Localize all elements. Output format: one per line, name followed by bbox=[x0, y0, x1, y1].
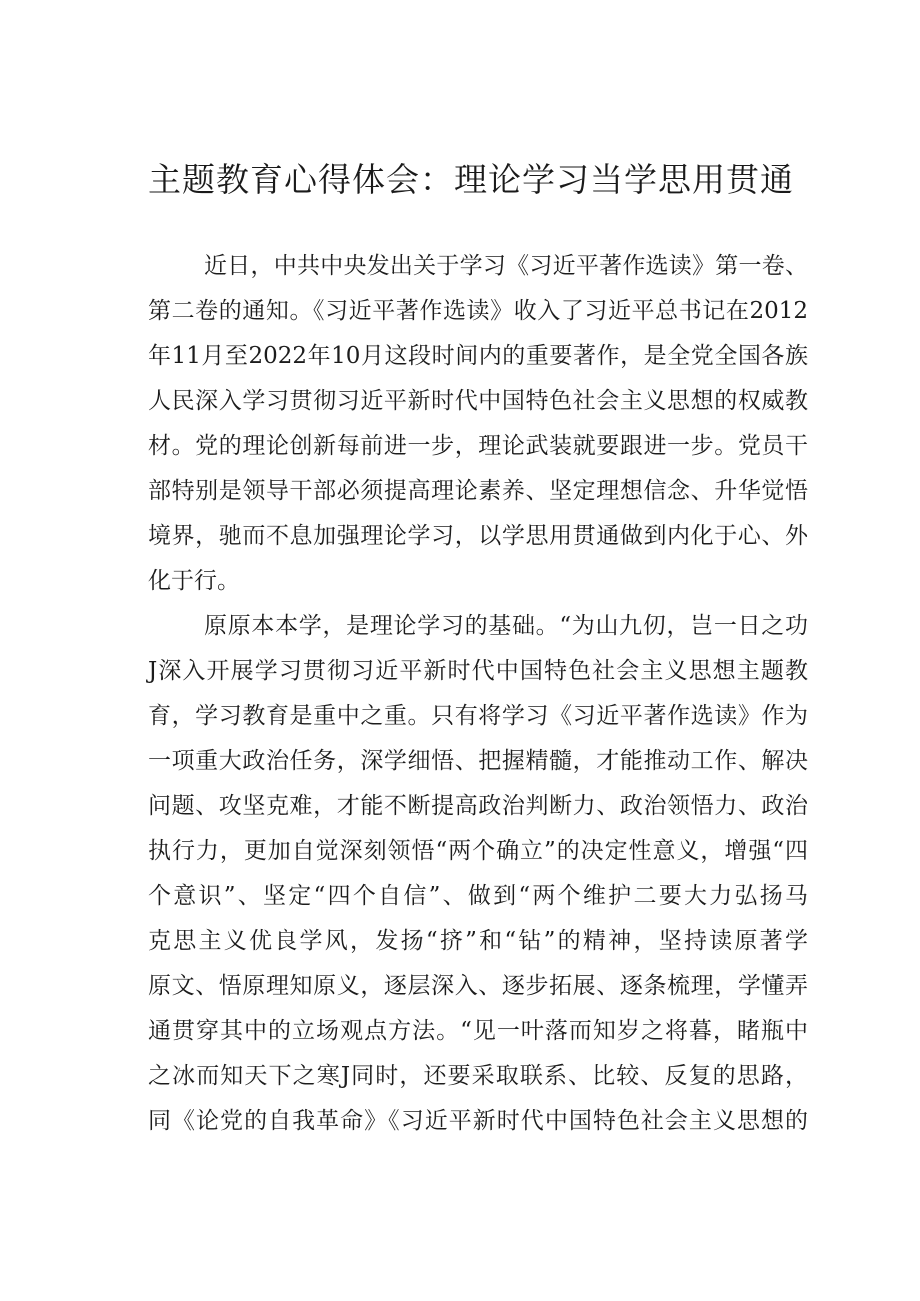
paragraph-line: 执行力，更加自觉深刻领悟“两个确立”的决定性意义，增强“四 bbox=[148, 838, 808, 864]
paragraph-line: 一项重大政治任务，深学细悟、把握精髓，才能推动工作、解决 bbox=[148, 748, 808, 774]
paragraph-line: 原原本本学，是理论学习的基础。“为山九仞，岂一日之功 bbox=[204, 613, 808, 639]
paragraph-line: J深入开展学习贯彻习近平新时代中国特色社会主义思想主题教 bbox=[148, 658, 808, 684]
document-body bbox=[148, 244, 808, 1144]
paragraph-line: 年11月至2022年10月这段时间内的重要著作，是全党全国各族 bbox=[148, 343, 808, 369]
paragraph-line: 克思主义优良学风，发扬“挤”和“钻”的精神，坚持读原著学 bbox=[148, 928, 808, 954]
paragraph-line: 个意识”、坚定“四个自信”、做到“两个维护二要大力弘扬马 bbox=[148, 883, 808, 909]
document-title: 主题教育心得体会：理论学习当学思用贯通 bbox=[148, 160, 794, 199]
paragraph-line: 通贯穿其中的立场观点方法。“见一叶落而知岁之将暮，睹瓶中 bbox=[148, 1018, 808, 1044]
paragraph-line: 部特别是领导干部必须提高理论素养、坚定理想信念、升华觉悟 bbox=[148, 478, 808, 504]
paragraph-line: 问题、攻坚克难，才能不断提高政治判断力、政治领悟力、政治 bbox=[148, 793, 808, 819]
paragraph-1 bbox=[148, 244, 808, 604]
paragraph-line: 材。党的理论创新每前进一步，理论武装就要跟进一步。党员干 bbox=[148, 433, 808, 459]
paragraph-line: 之冰而知天下之寒J同时，还要采取联系、比较、反复的思路， bbox=[148, 1063, 808, 1089]
paragraph-line: 原文、悟原理知原义，逐层深入、逐步拓展、逐条梳理，学懂弄 bbox=[148, 973, 808, 999]
paragraph-line: 同《论党的自我革命》《习近平新时代中国特色社会主义思想的 bbox=[148, 1108, 808, 1134]
paragraph-line: 近日，中共中央发出关于学习《习近平著作选读》第一卷、 bbox=[204, 253, 808, 279]
paragraph-line: 第二卷的通知。《习近平著作选读》收入了习近平总书记在2012 bbox=[148, 298, 808, 324]
paragraph-2 bbox=[148, 604, 808, 1144]
paragraph-line: 育，学习教育是重中之重。只有将学习《习近平著作选读》作为 bbox=[148, 703, 808, 729]
paragraph-line: 化于行。 bbox=[148, 568, 240, 594]
paragraph-line: 境界，驰而不息加强理论学习，以学思用贯通做到内化于心、外 bbox=[148, 523, 808, 549]
paragraph-line: 人民深入学习贯彻习近平新时代中国特色社会主义思想的权威教 bbox=[148, 388, 808, 414]
